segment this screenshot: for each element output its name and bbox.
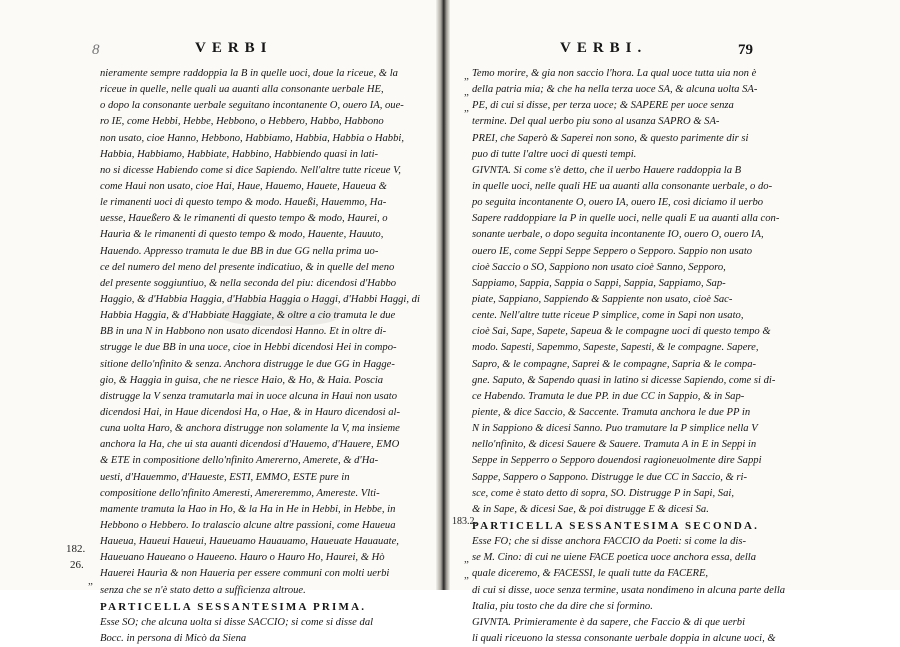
left-text-block [100,66,418,647]
quote-mark: „ [464,70,469,82]
left-page-number: 8 [92,42,100,58]
text-line: termine. Del qual uerbo piu sono al usanza SAPRO & SA- [472,116,720,128]
text-line: senza che se n'è stato detto a sufficienza altroue. [100,584,306,596]
text-line: sce, come è stato detto di sopra, SO. Distrugge P in Sapi, Sai, [472,487,734,499]
quote-mark: „ [464,569,469,581]
text-line: Hauerei Haurìa & non Haueria per essere communi con molti uerbi [100,568,390,580]
text-line: Haggio, & d'Habbia Haggia, d'Habbia Haggia o Haggi, d'Habbi Haggi, di [100,293,420,305]
text-line: Esse FO; che si disse anchora FACCIO da Poeti: si come la dis- [472,536,747,548]
quote-mark: „ [464,86,469,98]
text-line: Haueuano Haueano o Haueeno. Hauro o Hauro Ho, Haurei, & Hò [100,552,385,564]
text-line: Haurìa & le rimanenti di questo tempo & modo, Hauente, Hauuto, [100,229,384,241]
text-line: no si dicesse Habiendo come si dice Sapiendo. Nell'altre tutte riceue V, [100,164,401,176]
text-line: PREI, che Saperò & Saperei non sono, & questo parimente dir si [472,132,749,144]
text-line: ce Habendo. Tramuta le due PP. in due CC in Sappio, & in Sap- [472,390,745,402]
text-line: po seguita incontanente O, ouero IA, ouero IE, così diciamo il uerbo [472,197,764,209]
text-line: Sappe, Sappero o Sappono. Distrugge le due CC in Saccio, & ri- [472,471,748,483]
text-line: non usato, cioe Hanno, Hebbono, Habbiamo, Habbia, Habbia o Habbi, [100,132,404,144]
quote-mark: „ [464,553,469,565]
text-line: cente. Nell'altre tutte riceue P simplice, come in Sapi non usato, [472,310,744,322]
text-line: & in Sape, & dicesi Sae, & poi distrugge E & dicesi Sa. [472,503,709,515]
section-heading: PARTICELLA SESSANTESIMA PRIMA. [100,600,367,613]
text-line: dicendosi Hai, in Haue dicendosi Ha, o Hae, & in Hauro dicendosi al- [100,406,401,418]
right-page [450,0,900,644]
book-gutter [436,0,450,590]
margin-note: 26. [70,559,84,571]
text-line: ouero IE, come Seppi Seppe Seppero o Sepporo. Sappio non usato [472,245,753,257]
section-heading: PARTICELLA SESSANTESIMA SECONDA. [472,519,760,532]
text-line: sitione dello'nfinito & senza. Anchora distrugge le due GG in Hagge- [100,358,395,370]
text-line: Temo morire, & gia non saccio l'hora. La qual uoce tutta uia non è [472,68,757,79]
text-line: strugge le due BB in una uoce, cioe in Hebbi dicendosi Hei in compo- [100,342,397,354]
text-line: gio, & Haggia in guisa, che ne riesce Haio, & Ho, & Haia. Poscia [100,374,384,386]
text-line: cioè Sai, Sape, Sapete, Sapeua & le compagne uoci di questo tempo & [472,326,771,338]
text-line: le rimanenti uoci di questo tempo & modo. Haueßi, Hauemmo, Ha- [100,197,387,209]
text-line: uesse, Haueßero & le rimanenti di questo tempo & modo, Haurei, o [100,213,388,225]
text-line: del presente soggiuntiuo, & nella seconda del piu: dicendosi d'Habbo [100,277,397,289]
text-line: quale diceremo, & FACESSI, le quali tutte da FACERE, [472,568,709,580]
text-line: Habbia Haggia, & d'Habbiate Haggiate, & oltre a cio tramuta le due [100,310,396,322]
text-line: N in Sappiono & dicesi Sanno. Puo tramutare la P simplice nella V [472,423,758,435]
text-line: li quali riceuono la stessa consonante uerbale doppia in alcune uoci, & [472,632,776,644]
text-line: nieramente sempre raddoppia la B in quelle uoci, doue la riceue, & la [100,68,398,79]
left-page [0,0,436,644]
text-line: BB in una N in Habbono non usato dicendosi Hanno. Et in oltre di- [100,326,387,338]
text-line: ce del numero del meno del presente indicatiuo, & in quelle del meno [100,261,395,273]
text-line: Habbia, Habbiamo, Habbiate, Habbino, Habbiendo quasi in lati- [100,148,379,160]
margin-note: 182. [66,543,86,555]
text-line: anchora la Ha, che ui sta auanti dicendosi d'Hauemo, d'Hauere, EMO [100,439,400,451]
right-running-head: VERBI. [560,40,648,56]
quote-mark: „ [464,102,469,114]
text-line: o dopo la consonante uerbale seguitano incontanente O, ouero IA, oue- [100,100,404,112]
right-page-number: 79 [738,42,753,58]
text-line: riceue in quelle, nelle quali ua auanti alla consonante uerbale HE, [100,84,384,96]
left-running-head: VERBI [195,40,273,56]
text-line: cioè Saccio o SO, Sappiono non usato cioè Sanno, Sepporo, [472,261,726,273]
text-line: Sappiamo, Sappia, Sappia o Sappi, Sappia, Sappiamo, Sap- [472,277,726,289]
text-line: Hauendo. Appresso tramuta le due BB in due GG nella prima uo- [100,245,379,257]
text-line: cuna uolta Haro, & anchora distrugge non solamente la V, ma insieme [100,423,400,435]
text-line: sonante uerbale, o dopo seguita incontanente IO, ouero O, ouero IA, [472,229,764,241]
text-line: distrugge la V senza tramutarla mai in uoce alcuna in Haui non usato [100,390,398,402]
text-line: Seppe in Sepperro o Sepporo douendosi ragioneuolmente dire Sappi [472,455,762,467]
text-line: gne. Saputo, & Sapendo quasi in latino si dicesse Sapiendo, come si di- [472,374,776,386]
text-line: uesti, d'Hauemmo, d'Haueste, ESTI, EMMO, ESTE pure in [100,471,350,483]
text-line: GIVNTA. Si come s'è detto, che il uerbo Hauere raddoppia la B [472,164,742,176]
text-line: Sapere raddoppiare la P in quelle uoci, nelle quali E ua auanti alla con- [472,213,780,225]
text-line: nello'nfinito, & dicesi Sauere & Sauere. Tramuta A in E in Seppi in [472,439,757,451]
text-line: puo di tutte l'altre uoci di questi tempi. [472,148,637,160]
text-line: Bocc. in persona di Micò da Siena [100,632,247,644]
text-line: mamente tramuta la Hao in Ho, & la Ha in He in Hebbi, in Hebbe, in [100,503,396,515]
text-line: se M. Cino: di cui ne uiene FACE poetica uoce anchora essa, della [472,552,757,564]
text-line: in quelle uoci, nelle quali HE ua auanti alla consonante uerbale, o do- [472,180,773,192]
text-line: come Haui non usato, cioe Hai, Haue, Hauemo, Hauete, Haueua & [100,180,387,192]
text-line: Hebbono o Hebbero. Io tralascio alcune altre passioni, come Haueua [100,519,396,531]
text-line: PE, di cui si disse, per terza uoce; & SAPERE per uoce senza [472,100,734,112]
right-text-block [472,66,872,647]
text-line: della patria mia; & che ha nella terza uoce SA, & alcuna uolta SA- [472,84,758,96]
text-line: Sapro, & le compagne, Saprei & le compagne, Sapria & le compa- [472,358,757,370]
text-line: Esse SO; che alcuna uolta si disse SACCIO; si come si disse dal [100,616,374,628]
text-line: Italia, piu tosto che da dire che si formino. [472,600,653,612]
quote-mark: „ [88,575,93,587]
text-line: piate, Sappiano, Sappiendo & Sappiente non usato, cioè Sac- [472,293,733,305]
text-line: compositione dello'nfinito Ameresti, Amereremmo, Amereste. Vlti- [100,487,380,499]
text-line: Haueua, Haueui Haueui, Haueuamo Hauauamo, Haueuate Hauauate, [100,536,399,548]
text-line: piente, & dice Saccio, & Saccente. Tramuta anchora le due PP in [472,406,751,418]
text-line: ro IE, come Hebbi, Hebbe, Hebbono, o Hebbero, Habbo, Habbono [100,116,384,128]
text-line: di cui si disse, uoce senza termine, usata nondimeno in alcuna parte della [472,584,786,596]
margin-note: 183.2. [452,516,477,527]
text-line: modo. Sapesti, Sapemmo, Sapeste, Sapesti, & le compagne. Sapere, [472,342,759,354]
ink-smudge [220,300,340,326]
text-line: GIVNTA. Primieramente è da sapere, che Faccio & di que uerbi [472,616,746,628]
text-line: & ETE in compositione dello'nfinito Amererno, Amerete, & d'Ha- [100,455,379,467]
